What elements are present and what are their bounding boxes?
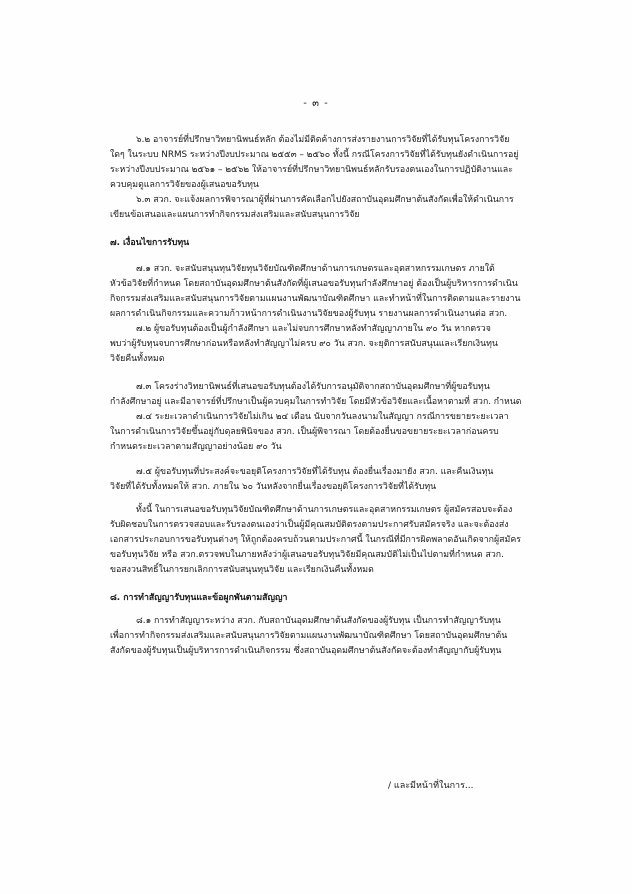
text-line: เพื่อการทำกิจกรรมส่งเสริมและสนับสนุนการวิจัยตามแผนงานพัฒนาบัณฑิตศึกษา โดยสถาบันอุดมศึกษาต้น (110, 631, 508, 641)
continuation-note: / และมีหน้าที่ในการ... (388, 781, 474, 791)
text-line: กำลังศึกษาอยู่ และมีอาจารย์ที่ปรึกษาเป็นผู้ควบคุมในการทำวิจัย โดยมีหัวข้อวิจัยและเนื้อหาตามที่ สวก. กำหนด (110, 397, 522, 407)
text-line: ควบคุมดูแลการวิจัยของผู้เสนอขอรับทุน (110, 180, 259, 190)
text-line: กิจกรรมส่งเสริมและสนับสนุนการวิจัยตามแผนงานพัฒนาบัณฑิตศึกษา และทำหน้าที่ในการติดตามและรายงาน (110, 294, 521, 304)
text-line: ผลการดำเนินกิจกรรมและความก้าวหน้าการดำเนินงานวิจัยของผู้รับทุน รายงานผลการดำเนินงานต่อ สวก. (110, 309, 508, 319)
text-line: ๗.๔ ระยะเวลาดำเนินการวิจัยไม่เกิน ๒๔ เดือน นับจากวันลงนามในสัญญา กรณีการขยายระยะเวลา (136, 412, 509, 422)
section-heading: ๘. การทำสัญญารับทุนและข้อผูกพันตามสัญญา (110, 593, 288, 603)
text-line: ในการดำเนินการวิจัยขึ้นอยู่กับดุลยพินิจของ สวก. เป็นผู้พิจารณา โดยต้องยื่นขอขยายระยะเวลาก่อนครบ (110, 427, 499, 437)
text-line: หัวข้อวิจัยที่กำหนด โดยสถาบันอุดมศึกษาต้นสังกัดที่ผู้เสนอขอรับทุนกำลังศึกษาอยู่ ต้องเป็นผู้บริหารการดำเนิน (110, 279, 518, 289)
text-line: ๗.๕ ผู้ขอรับทุนที่ประสงค์จะขอยุติโครงการวิจัยที่ได้รับทุน ต้องยื่นเรื่องมายัง สวก. และคืนเงินทุน (136, 467, 494, 477)
text-line: ขอสงวนสิทธิ์ในการยกเลิกการสนับสนุนทุนวิจัย และเรียกเงินคืนทั้งหมด (110, 565, 374, 575)
text-line: ๖.๓ สวก. จะแจ้งผลการพิจารณาผู้ที่ผ่านการคัดเลือกไปยังสถาบันอุดมศึกษาต้นสังกัดเพื่อให้ดำเนินการ (136, 195, 514, 205)
page-number: - ๓ - (303, 98, 329, 109)
text-line: ใดๆ ในระบบ NRMS ระหว่างปีงบประมาณ ๒๕๕๓ – ๒๕๖๐ ทั้งนี้ กรณีโครงการวิจัยที่ได้รับทุนยังดำเนินการอยู่ (110, 150, 519, 160)
text-line: ทั้งนี้ ในการเสนอขอรับทุนวิจัยบัณฑิตศึกษาด้านการเกษตรและอุตสาหกรรมเกษตร ผู้สมัครสอบจะต้อง (136, 505, 513, 515)
text-line: กำหนดระยะเวลาตามสัญญาอย่างน้อย ๙๐ วัน (110, 442, 282, 452)
text-line: เขียนข้อเสนอและแผนการทำกิจกรรมส่งเสริมและสนับสนุนการวิจัย (110, 210, 360, 220)
text-line: พบว่าผู้รับทุนจบการศึกษาก่อนหรือหลังทำสัญญาไม่ครบ ๙๐ วัน สวก. จะยุติการสนับสนุนและเรียกเงินทุน (110, 339, 498, 349)
section-heading: ๗. เงื่อนไขการรับทุน (110, 238, 190, 248)
text-line: ๖.๒ อาจารย์ที่ปรึกษาวิทยานิพนธ์หลัก ต้องไม่มีติดค้างการส่งรายงานการวิจัยที่ได้รับทุนโครงการวิจัย (136, 135, 510, 145)
text-line: สังกัดของผู้รับทุนเป็นผู้บริหารการดำเนินกิจกรรม ซึ่งสถาบันอุดมศึกษาต้นสังกัดจะต้องทำสัญญากับผู้รับทุน (110, 646, 502, 656)
text-line: รับผิดชอบในการตรวจสอบและรับรองตนเองว่าเป็นผู้มีคุณสมบัติตรงตามประกาศรับสมัครจริง และจะต้องส่ง (110, 520, 509, 530)
text-line: ๘.๑ การทำสัญญาระหว่าง สวก. กับสถาบันอุดมศึกษาต้นสังกัดของผู้รับทุน เป็นการทำสัญญารับทุน (136, 616, 501, 626)
text-line: วิจัยคืนทั้งหมด (110, 354, 165, 364)
text-line: เอกสารประกอบการขอรับทุนต่างๆ ให้ถูกต้องครบถ้วนตามประกาศนี้ ในกรณีที่มีการผิดพลาดอันเกิดจากผู้สมัคร (110, 535, 521, 545)
text-line: ขอรับทุนวิจัย หรือ สวก.ตรวจพบในภายหลังว่าผู้เสนอขอรับทุนวิจัยมีคุณสมบัติไม่เป็นไปตามที่กำหนด สวก. (110, 550, 504, 560)
text-line: วิจัยที่ได้รับทั้งหมดให้ สวก. ภายใน ๖๐ วันหลังจากยื่นเรื่องขอยุติโครงการวิจัยที่ได้รับทุน (110, 482, 437, 492)
text-line: ๗.๒ ผู้ขอรับทุนต้องเป็นผู้กำลังศึกษา และไม่จบการศึกษาหลังทำสัญญาภายใน ๙๐ วัน หากตรวจ (136, 324, 491, 334)
text-line: ระหว่างปีงบประมาณ ๒๕๖๑ – ๒๕๖๒ ให้อาจารย์ที่ปรึกษาวิทยานิพนธ์หลักรับรองตนเองในการปฏิบัติงานและ (110, 165, 513, 175)
text-line: ๗.๓ โครงร่างวิทยานิพนธ์ที่เสนอขอรับทุนต้องได้รับการอนุมัติจากสถาบันอุดมศึกษาที่ผู้ขอรับทุน (136, 382, 490, 392)
text-line: ๗.๑ สวก. จะสนับสนุนทุนวิจัยทุนวิจัยบัณฑิตศึกษาด้านการเกษตรและอุตสาหกรรมเกษตร ภายใต้ (136, 264, 495, 274)
